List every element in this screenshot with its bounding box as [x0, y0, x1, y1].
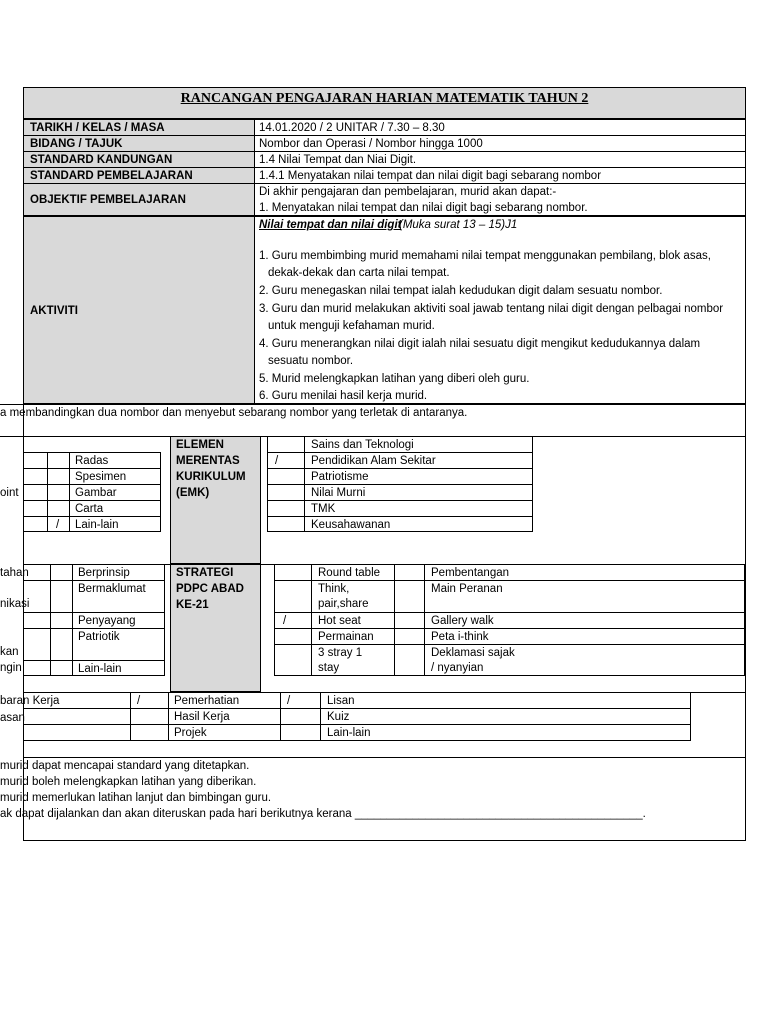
nilai-left-fragment: kan — [0, 646, 19, 658]
aktiviti-line: 4. Guru menerangkan nilai digit ialah nilai sesuatu digit mengikut kedudukannya dalam — [259, 338, 701, 350]
bbm-item-label: Spesimen — [75, 471, 127, 483]
bbm-left-fragment: oint — [0, 487, 19, 499]
aktiviti-line: 2. Guru menegaskan nilai tempat ialah kedudukan digit dalam sesuatu nombor. — [259, 285, 663, 297]
emk-item-mark: / — [275, 455, 279, 467]
strip-text: a membandingkan dua nombor dan menyebut sebarang nombor yang terletak di antaranya. — [0, 407, 468, 419]
emk-item-label: Pendidikan Alam Sekitar — [311, 455, 436, 467]
strategi-item: Peta i-think — [431, 631, 489, 643]
nilai-item: Lain-lain — [78, 663, 122, 675]
aktiviti-line: 6. Guru menilai hasil kerja murid. — [259, 390, 428, 402]
strategi-item: Think, — [318, 583, 350, 595]
bbm-item-mark: / — [56, 519, 60, 531]
pentaksiran-left-fragment: baran Kerja — [0, 695, 60, 707]
pentaksiran-left-fragment: asan — [0, 712, 25, 724]
pentaksiran-mark: / — [137, 695, 141, 707]
info-value-sp: 1.4.1 Menyatakan nilai tempat dan nilai digit bagi sebarang nombor — [259, 170, 602, 182]
bbm-item-label: Carta — [75, 503, 104, 515]
info-label-sk: STANDARD KANDUNGAN — [30, 154, 173, 166]
objektif-label: OBJEKTIF PEMBELAJARAN — [30, 194, 186, 206]
info-value-tarikh: 14.01.2020 / 2 UNITAR / 7.30 – 8.30 — [259, 122, 445, 134]
emk-label: MERENTAS — [176, 455, 240, 467]
page-title: RANCANGAN PENGAJARAN HARIAN MATEMATIK TAHUN 2 — [180, 91, 589, 106]
strategi-item: Gallery walk — [431, 615, 494, 627]
aktiviti-line: dekak-dekak dan carta nilai tempat. — [268, 267, 450, 279]
strategi-item: Deklamasi sajak — [431, 647, 515, 659]
aktiviti-line: 3. Guru dan murid melakukan aktiviti soal jawab tentang nilai digit dengan pelbagai nombor — [259, 303, 724, 315]
strategi-item: Round table — [318, 567, 381, 579]
aktiviti-line: 1. Guru membimbing murid memahami nilai tempat menggunakan pembilang, blok asas, — [259, 250, 711, 262]
nilai-left-fragment: nikasi — [0, 598, 30, 610]
strategi-item: stay — [318, 662, 340, 674]
strategi-label: STRATEGI — [176, 567, 234, 579]
info-label-sp: STANDARD PEMBELAJARAN — [30, 170, 193, 182]
emk-item-label: Patriotisme — [311, 471, 369, 483]
nilai-item: Berprinsip — [78, 567, 130, 579]
emk-label: ELEMEN — [176, 439, 224, 451]
refleksi-line: murid boleh melengkapkan latihan yang diberikan. — [0, 776, 257, 788]
bbm-item-label: Gambar — [75, 487, 117, 499]
info-label-tarikh: TARIKH / KELAS / MASA — [30, 122, 165, 134]
strategi-label: KE-21 — [176, 599, 209, 611]
pentaksiran-item: Hasil Kerja — [174, 711, 230, 723]
pentaksiran-item: Projek — [174, 727, 207, 739]
refleksi-line: murid memerlukan latihan lanjut dan bimbingan guru. — [0, 792, 272, 804]
bbm-item-label: Radas — [75, 455, 109, 467]
info-label-bidang: BIDANG / TAJUK — [30, 138, 123, 150]
objektif-line-2: 1. Menyatakan nilai tempat dan nilai digit bagi sebarang nombor. — [259, 202, 588, 214]
pentaksiran-mark: / — [287, 695, 291, 707]
pentaksiran-item: Kuiz — [327, 711, 350, 723]
strategi-item: 3 stray 1 — [318, 647, 363, 659]
strategi-mark: / — [283, 615, 287, 627]
emk-item-label: TMK — [311, 503, 336, 515]
emk-label: KURIKULUM — [176, 471, 246, 483]
refleksi-line: ak dapat dijalankan dan akan diteruskan pada hari berikutnya kerana _____________________________________________. — [0, 808, 646, 820]
aktiviti-line: sesuatu nombor. — [268, 355, 354, 367]
aktiviti-line: untuk menguji kefahaman murid. — [268, 320, 435, 332]
aktiviti-line: 5. Murid melengkapkan latihan yang diberi oleh guru. — [259, 373, 530, 385]
nilai-item: Penyayang — [78, 615, 136, 627]
strategi-item: Permainan — [318, 631, 374, 643]
pentaksiran-item: Lain-lain — [327, 727, 371, 739]
aktiviti-heading: Nilai tempat dan nilai digit — [259, 219, 402, 231]
emk-label: (EMK) — [176, 487, 210, 499]
strategi-item: Main Peranan — [431, 583, 503, 595]
strategi-item: pair,share — [318, 598, 369, 610]
strategi-item: Hot seat — [318, 615, 361, 627]
bbm-item-label: Lain-lain — [75, 519, 119, 531]
info-value-bidang: Nombor dan Operasi / Nombor hingga 1000 — [259, 138, 483, 150]
strategi-label: PDPC ABAD — [176, 583, 244, 595]
nilai-item: Bermaklumat — [78, 583, 146, 595]
pentaksiran-item: Pemerhatian — [174, 695, 240, 707]
nilai-left-fragment: ngin — [0, 662, 22, 674]
nilai-left-fragment: tahan — [0, 567, 29, 579]
nilai-item: Patriotik — [78, 631, 120, 643]
emk-item-label: Nilai Murni — [311, 487, 366, 499]
emk-item-label: Keusahawanan — [311, 519, 391, 531]
refleksi-line: murid dapat mencapai standard yang ditetapkan. — [0, 760, 250, 772]
strategi-item: / nyanyian — [431, 662, 484, 674]
emk-item-label: Sains dan Teknologi — [311, 439, 414, 451]
aktiviti-label: AKTIVITI — [30, 305, 78, 317]
strategi-item: Pembentangan — [431, 567, 510, 579]
aktiviti-heading-ref: (Muka surat 13 – 15)J1 — [399, 219, 518, 231]
objektif-line-1: Di akhir pengajaran dan pembelajaran, murid akan dapat:- — [259, 186, 557, 198]
pentaksiran-item: Lisan — [327, 695, 355, 707]
info-value-sk: 1.4 Nilai Tempat dan Niai Digit. — [259, 154, 417, 166]
